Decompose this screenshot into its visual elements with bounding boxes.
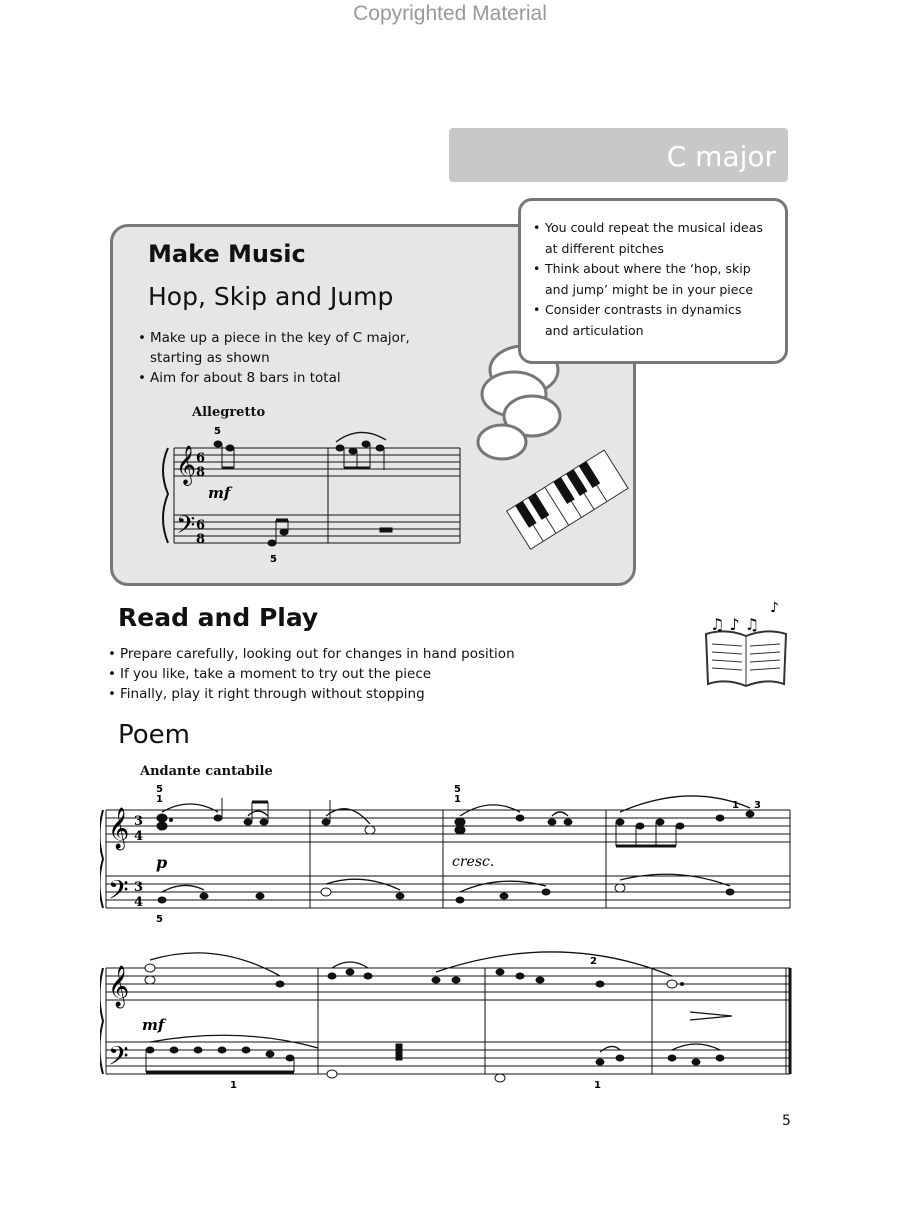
svg-text:𝄞: 𝄞 [108, 808, 130, 849]
read-and-play-title: Read and Play [118, 603, 319, 632]
make-music-title: Make Music [148, 240, 306, 268]
key-banner [449, 128, 788, 182]
make-music-score [150, 420, 470, 565]
svg-text:p: p [156, 853, 168, 872]
svg-text:8: 8 [196, 465, 206, 480]
svg-text:8: 8 [196, 532, 206, 547]
bullet-item: • If you like, take a moment to try out the piece [108, 664, 668, 684]
tips-bubble [518, 198, 788, 364]
bullet-item: • Aim for about 8 bars in total [138, 368, 438, 388]
svg-text:𝄞: 𝄞 [176, 445, 197, 485]
svg-text:6: 6 [196, 451, 206, 466]
keyboard-illustration [505, 440, 630, 580]
svg-text:4: 4 [134, 895, 144, 910]
music-book-icon [700, 598, 792, 690]
svg-text:𝄢: 𝄢 [108, 1040, 129, 1078]
tempo-allegretto: Allegretto [192, 405, 266, 420]
svg-text:5: 5 [156, 784, 163, 795]
copyright-watermark: Copyrighted Material [353, 2, 547, 25]
svg-text:mf: mf [142, 1016, 165, 1034]
svg-text:3: 3 [134, 880, 144, 895]
tip-item: • Consider contrasts in dynamics and articulation [533, 300, 773, 341]
key-banner-label: C major [666, 140, 776, 173]
svg-text:♪: ♪ [770, 600, 779, 616]
svg-text:3: 3 [754, 800, 761, 811]
make-music-bullets [138, 328, 438, 388]
svg-text:5: 5 [156, 914, 163, 925]
svg-text:cresc.: cresc. [452, 854, 495, 870]
read-and-play-bullets [108, 644, 668, 704]
bullet-item: • Finally, play it right through without stopping [108, 684, 668, 704]
svg-text:1: 1 [732, 800, 739, 811]
page-number: 5 [782, 1113, 791, 1129]
svg-text:𝄞: 𝄞 [108, 966, 130, 1007]
svg-text:mf: mf [208, 484, 231, 502]
tip-item: • You could repeat the musical ideas at different pitches [533, 218, 773, 259]
tip-item: • Think about where the ‘hop, skip and jump’ might be in your piece [533, 259, 773, 300]
svg-text:6: 6 [196, 518, 206, 533]
tempo-andante: Andante cantabile [140, 764, 273, 779]
poem-score [100, 780, 800, 1090]
make-music-subtitle: Hop, Skip and Jump [148, 282, 394, 311]
bullet-item: • Make up a piece in the key of C major, starting as shown [138, 328, 438, 368]
svg-text:2: 2 [590, 956, 597, 967]
svg-text:5: 5 [270, 554, 277, 565]
svg-text:1: 1 [156, 794, 163, 805]
svg-text:𝄢: 𝄢 [176, 511, 196, 546]
svg-text:5: 5 [454, 784, 461, 795]
svg-text:5: 5 [214, 426, 221, 437]
svg-text:♫ ♪ ♫: ♫ ♪ ♫ [710, 615, 760, 634]
svg-text:1: 1 [230, 1080, 237, 1090]
svg-text:1: 1 [594, 1080, 601, 1090]
bullet-item: • Prepare carefully, looking out for changes in hand position [108, 644, 668, 664]
svg-text:3: 3 [134, 814, 144, 829]
svg-text:4: 4 [134, 829, 144, 844]
svg-text:1: 1 [454, 794, 461, 805]
svg-text:𝄢: 𝄢 [108, 874, 129, 912]
poem-title: Poem [118, 720, 190, 750]
